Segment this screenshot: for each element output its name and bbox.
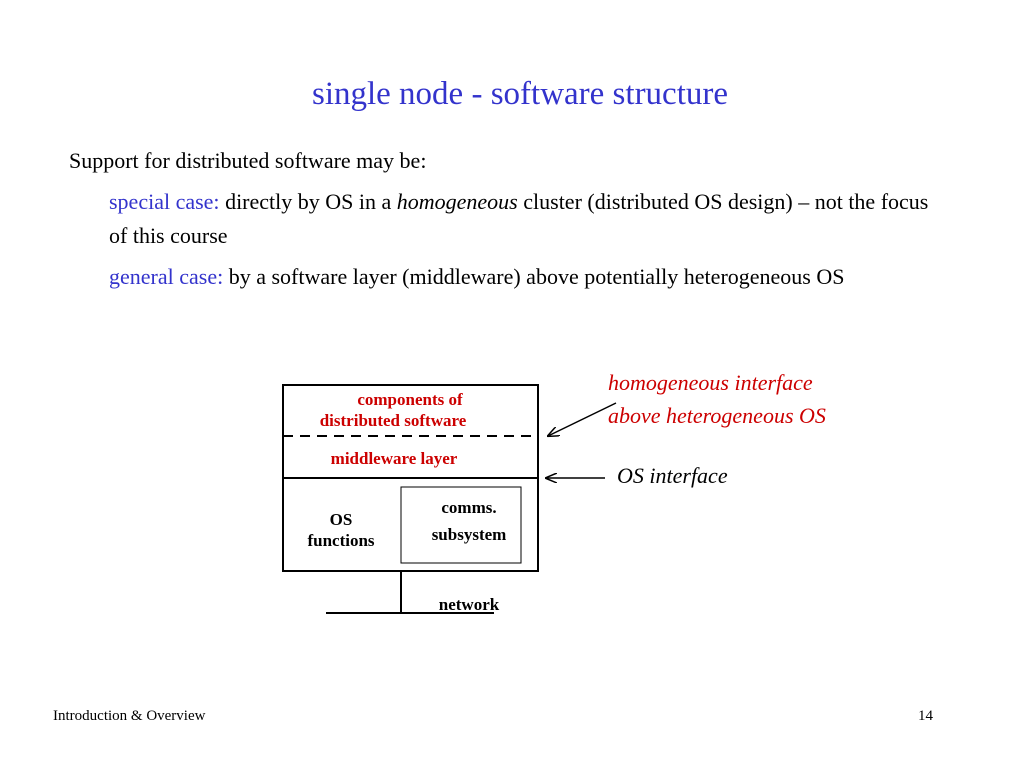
middleware-layer-label: middleware layer (330, 449, 458, 468)
os-functions-label-2: functions (307, 531, 375, 550)
intro-text: Support for distributed software may be: (69, 148, 427, 173)
arrow-homogeneous-interface (548, 403, 616, 436)
bullet-text-special-pre: directly by OS in a (219, 189, 397, 214)
components-label-1: components of (357, 390, 463, 409)
comms-label-1: comms. (441, 498, 497, 517)
comms-label-2: subsystem (431, 525, 507, 544)
network-label: network (438, 595, 500, 614)
components-label-2: distributed software (319, 411, 467, 430)
bullet-text-special-post: cluster (distributed OS design) – not the focus of this course (109, 189, 929, 248)
bullet-label-special: special case: (109, 189, 220, 214)
bullet-emphasis-homogeneous: homogeneous (396, 189, 518, 214)
annotation-homogeneous-1: homogeneous interface (608, 370, 813, 395)
annotation-os-interface: OS interface (617, 463, 728, 488)
bullet-text-general: by a software layer (middleware) above potentially heterogeneous OS (223, 264, 845, 289)
os-functions-label-1: OS (329, 510, 353, 529)
bullet-label-general: general case: (109, 264, 224, 289)
footer-section-title: Introduction & Overview (53, 708, 206, 724)
annotation-homogeneous-2: above heterogeneous OS (608, 403, 826, 428)
slide-title: single node - software structure (311, 76, 729, 112)
page-number: 14 (918, 708, 933, 724)
